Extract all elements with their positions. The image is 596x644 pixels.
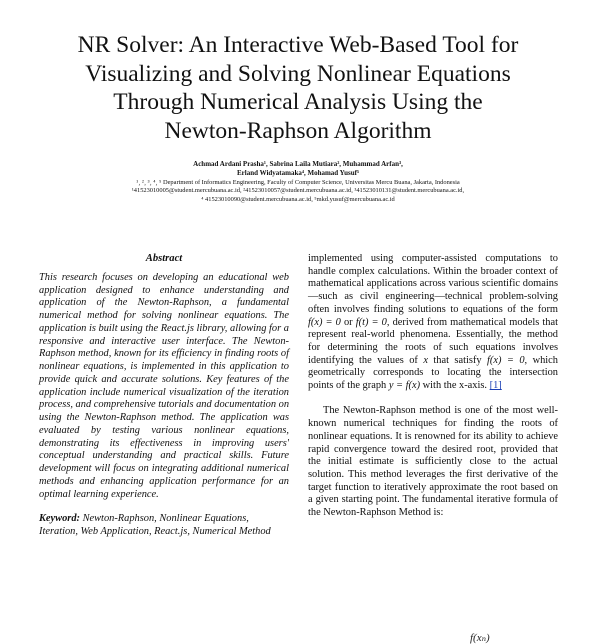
- body-text: or: [340, 316, 356, 328]
- title-line: Visualizing and Solving Nonlinear Equations: [85, 60, 511, 87]
- email-line: ¹41523010005@student.mercubuana.ac.id, ²41523010057@student.mercubuana.ac.id, ³41523010131@student.mercubuana.ac.id,: [131, 187, 465, 195]
- math-expression: f(x) = 0: [308, 316, 341, 328]
- abstract-text: This research focuses on developing an educational web application designed to enhance understanding and application of the Newton-Raphson, a fundamental numerical method for solving nonlinear equations. The application is built using the React.js library, allowing for a responsive and interactive user interface. The Newton-Raphson method, known for its efficiency in finding roots of nonlinear equations, is implemented in this application to provide quick and accurate solutions. Key features of the application include numerical visualization of the iteration process, and comprehensive tutorials and documentation on using the Newton-Raphson method. The application was evaluated by testing various nonlinear equations, demonstrating its effectiveness in improving users' conceptual understanding and practical skills. Future development will focus on integrating additional numerical methods and enhancing application performance for an optimal learning experience.: [39, 271, 290, 500]
- author-list: [60, 160, 536, 178]
- body-paragraph: [308, 253, 558, 393]
- math-expression: y = f(x): [388, 380, 421, 392]
- body-paragraph: The Newton-Raphson method is one of the most well-known numerical techniques for finding the roots of nonlinear equations. It is renowned for its ability to achieve rapid convergence toward the desired root, provided that the initial estimate is sufficiently close to the actual solution. This method leverages the first derivative of the target function to iteratively approximate the root based on a given starting point. The fundamental iterative formula of the Newton-Raphson Method is:: [308, 405, 558, 519]
- body-column: [308, 253, 558, 520]
- math-expression: f(x) = 0: [487, 354, 525, 366]
- abstract-heading: Abstract: [145, 253, 183, 264]
- abstract-section: [39, 253, 289, 539]
- math-expression: x: [423, 354, 428, 366]
- keywords: [39, 513, 289, 539]
- formula-fragment: f(xₙ): [470, 632, 490, 644]
- keywords-label: Keyword:: [39, 513, 80, 525]
- paper-title: [40, 31, 556, 145]
- body-text: with the x-axis.: [420, 380, 490, 392]
- body-text: that satisfy: [427, 354, 488, 366]
- affiliation-line: ¹¸ ²¸ ³¸ ⁴¸ ⁵ Department of Informatics Engineering, Faculty of Computer Science, Universitas Mercu Buana, Jakarta, Indonesia: [136, 179, 460, 186]
- title-line: NR Solver: An Interactive Web-Based Tool for: [77, 32, 519, 58]
- body-text: , derived from mathematical models that represent real-world phenomena. Essentially, the method for determining the roots of such equations involves identifying the values of: [308, 316, 558, 366]
- affiliation-block: [50, 179, 546, 204]
- body-text: implemented using computer-assisted computations to handle complex calculations. Within the broader context of mathematical applications across various scientific domains—such as civil engineering—technical problem-solving often involves finding solutions to equations of the form: [308, 253, 558, 315]
- authors-line: Achmad Ardani Prasha¹, Sabrina Laila Mutiara², Muhammad Arfan³,: [193, 160, 403, 168]
- math-expression: f(t) = 0: [355, 316, 387, 328]
- citation-link[interactable]: [1]: [489, 380, 502, 392]
- title-line: Through Numerical Analysis Using the: [113, 89, 483, 115]
- authors-line: Erland Widyatamaka⁴, Mohamad Yusuf⁵: [236, 169, 360, 177]
- title-line: Newton-Raphson Algorithm: [164, 117, 432, 144]
- body-text: , which geometrically corresponds to locating the intersection points of the graph: [308, 354, 558, 392]
- email-line: ⁴ 41523010090@student.mercubuana.ac.id, ⁵mkd.yusuf@mercubuana.ac.id: [201, 195, 395, 203]
- keywords-text: Newton-Raphson, Nonlinear Equations, Iteration, Web Application, React.js, Numerical Method: [39, 513, 271, 537]
